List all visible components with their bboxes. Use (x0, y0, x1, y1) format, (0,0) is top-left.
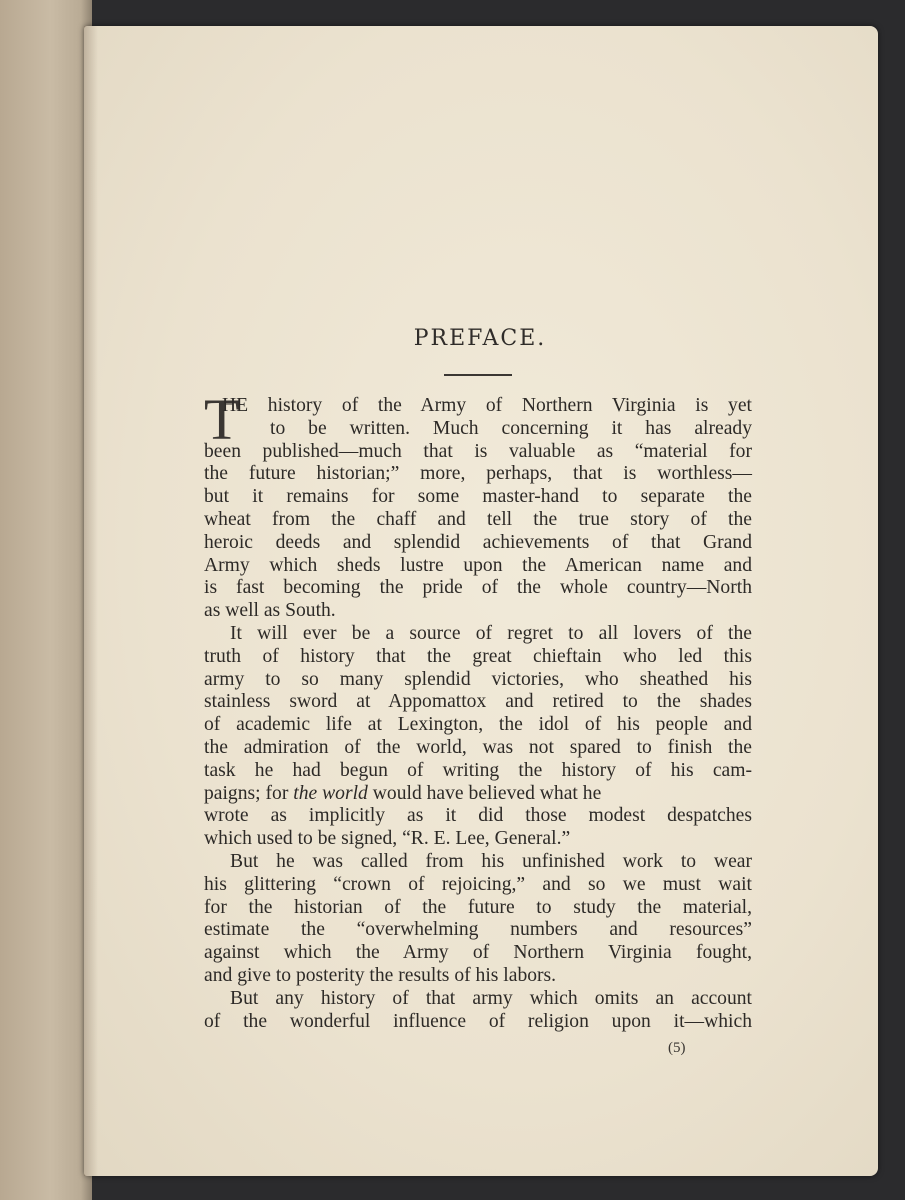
text-line: stainless sword at Appomattox and retired to the shades (204, 691, 752, 713)
text-line: his glittering “crown of rejoicing,” and so we must wait (204, 873, 752, 895)
text-segment: would have believed what he (372, 782, 602, 804)
text-line: for the historian of the future to study the material, (204, 896, 752, 918)
text-line: to be written. Much concerning it has already (270, 417, 752, 439)
drop-cap: T (204, 387, 240, 452)
text-line: But any history of that army which omits an account (230, 987, 752, 1009)
text-line: and give to posterity the results of his labors. (204, 964, 557, 986)
italic-phrase: the world (293, 782, 368, 804)
text-line: is fast becoming the pride of the whole country—North (204, 577, 752, 599)
text-line: estimate the “overwhelming numbers and resources” (204, 919, 752, 941)
text-line: against which the Army of Northern Virginia fought, (204, 942, 752, 964)
text-line: HE history of the Army of Northern Virginia is yet (222, 395, 752, 416)
text-line: heroic deeds and splendid achievements of that Grand (204, 531, 752, 553)
text-line: as well as South. (204, 600, 336, 622)
text-line: Army which sheds lustre upon the American name and (204, 554, 752, 576)
page-title: PREFACE. (413, 326, 547, 351)
text-line: wrote as implicitly as it did those modest despatches (204, 805, 752, 827)
text-segment: paigns; for (204, 782, 289, 804)
facing-page-edge (0, 0, 92, 1200)
title-rule (444, 374, 512, 376)
page-gutter-shadow (84, 26, 98, 1176)
text-line (204, 783, 752, 806)
text-line: army to so many splendid victories, who sheathed his (204, 668, 752, 690)
page-number: (5) (668, 1040, 686, 1056)
text-line: of academic life at Lexington, the idol of his people and (204, 714, 752, 736)
text-line: but it remains for some master-hand to separate the (204, 486, 752, 508)
text-line: truth of history that the great chieftain who led this (204, 645, 752, 667)
body-text (204, 387, 752, 1033)
text-line: It will ever be a source of regret to all lovers of the (230, 622, 752, 644)
text-line: been published—much that is valuable as “material for (204, 440, 752, 462)
text-line: But he was called from his unfinished work to wear (230, 850, 752, 872)
text-line: of the wonderful influence of religion upon it—which (204, 1010, 752, 1032)
text-line: which used to be signed, “R. E. Lee, General.” (204, 828, 571, 850)
text-line: task he had begun of writing the history of his cam- (204, 759, 752, 781)
text-line: wheat from the chaff and tell the true story of the (204, 508, 752, 530)
text-line: the future historian;” more, perhaps, that is worthless— (204, 463, 752, 485)
text-line: the admiration of the world, was not spared to finish the (204, 736, 752, 758)
